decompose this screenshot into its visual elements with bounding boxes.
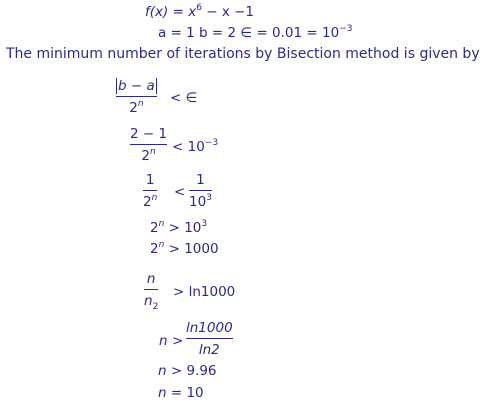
step6-relation: > ln1000: [173, 284, 236, 300]
step3-right-fraction: 1 $10^3$: [189, 172, 212, 210]
step4: $2^n > 10^3$: [150, 219, 208, 236]
function-name: f(x): [145, 4, 169, 20]
step1-fraction: b − a 2$^n$: [118, 78, 155, 116]
step2-relation: < $10^{-3}$: [172, 138, 219, 155]
step1-relation: < ∈: [170, 90, 198, 106]
intro-sentence: The minimum number of iterations by Bisection method is given by: [6, 46, 480, 62]
parameters-line: a = 1 b = 2 ∈ = $0.01 = 10^{-3}$: [158, 24, 353, 41]
step3-left-fraction: 1 2$^n$: [143, 172, 158, 210]
step7-operator: >: [172, 333, 184, 349]
step6-fraction: n $n_2$: [144, 271, 159, 312]
step9-result: n = 10: [158, 385, 204, 401]
step7-lhs: n: [159, 333, 168, 349]
step3-operator: <: [174, 184, 186, 200]
step2-fraction: 2 − 1 2$^n$: [130, 126, 168, 164]
step5: $2^n > 1000$: [150, 240, 219, 257]
step7-fraction: ln1000 ln2: [186, 320, 233, 358]
function-definition: $f(x) = x^6 - x -1$: [145, 3, 254, 20]
step8: n > 9.96: [158, 363, 217, 379]
